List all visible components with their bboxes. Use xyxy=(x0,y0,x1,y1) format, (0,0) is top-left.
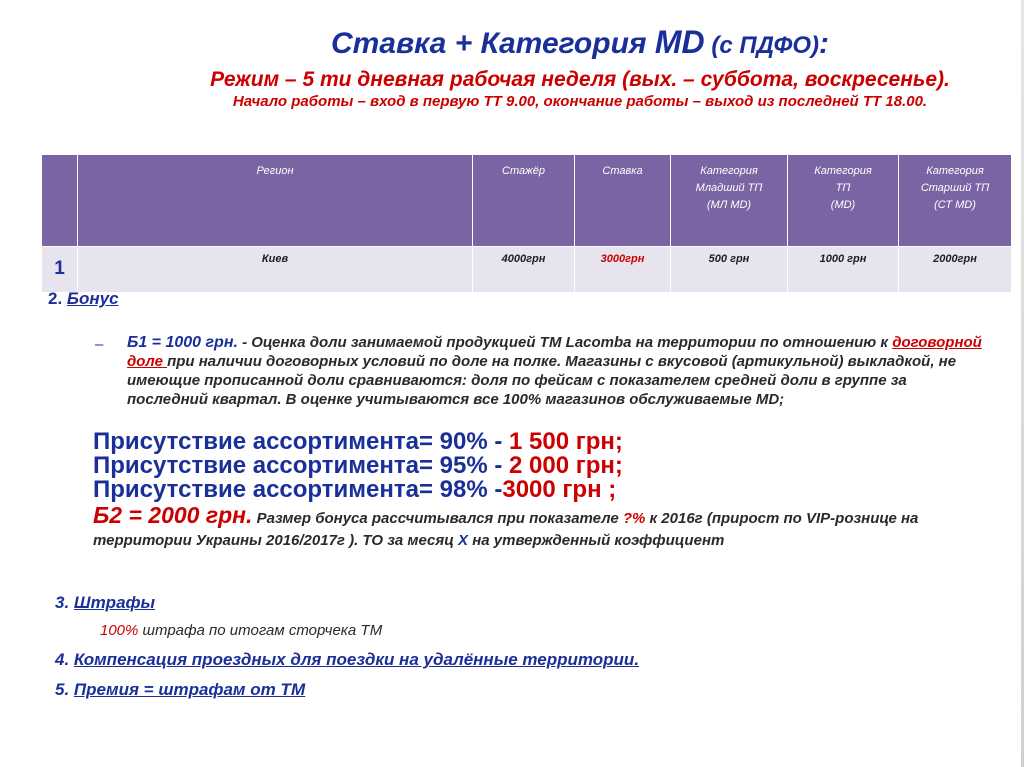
bonus-b2 xyxy=(93,504,983,552)
header-junior-l2: Младший ТП xyxy=(695,182,763,194)
header-num xyxy=(42,155,78,247)
section-premium xyxy=(55,680,305,700)
section-bonus-title[interactable]: Бонус xyxy=(66,289,119,308)
section-fines-num: 3. xyxy=(55,593,70,612)
fines-text: штрафа по итогам сторчека ТМ xyxy=(138,622,383,639)
b2-text-2: к 2016г (прирост по VIP-рознице на территории Украины 2016/2017г ). ТО за месяц xyxy=(93,510,919,549)
title-md: MD xyxy=(654,24,705,60)
presence-amount: 3000 грн ; xyxy=(502,476,617,503)
header-senior-category xyxy=(899,155,1012,247)
section-fines-title[interactable]: Штрафы xyxy=(73,593,156,612)
work-schedule: Режим – 5 ти дневная рабочая неделя (вых. – суббота, воскресенье). xyxy=(210,68,950,91)
b2-head: Б2 = 2000 грн. xyxy=(93,502,253,528)
bonus-b1 xyxy=(127,333,987,409)
fines-percent: 100% xyxy=(100,622,139,639)
header-junior-category xyxy=(671,155,788,247)
page-title xyxy=(150,24,1010,64)
presence-label: Присутствие ассортимента= 90% - xyxy=(93,428,510,455)
table-row xyxy=(42,247,1012,293)
b1-text-1: - Оценка доли занимаемой продукцией ТМ Lacomba на территории по отношению к xyxy=(237,334,893,351)
presence-label: Присутствие ассортимента= 98% - xyxy=(93,476,503,503)
cell-junior: 500 грн xyxy=(671,247,788,293)
section-premium-title[interactable]: Премия = штрафам от ТМ xyxy=(73,680,306,699)
presence-list xyxy=(93,430,623,502)
cell-rate: 3000грн xyxy=(575,247,671,293)
fines-detail xyxy=(100,622,382,639)
header-senior-l1: Категория xyxy=(926,165,984,177)
cell-trainee: 4000грн xyxy=(473,247,575,293)
title-rate-category: Ставка + Категория xyxy=(330,27,655,60)
list-dash: – xyxy=(95,336,104,353)
header-rate: Ставка xyxy=(575,155,671,247)
header-junior-l3: (МЛ MD) xyxy=(706,199,752,211)
header-junior-l1: Категория xyxy=(700,165,758,177)
section-compensation xyxy=(55,650,639,670)
cell-senior: 2000грн xyxy=(899,247,1012,293)
title-block xyxy=(150,24,1010,112)
work-hours: Начало работы – вход в первую ТТ 9.00, окончание работы – выход из последней ТТ 18.00. xyxy=(232,93,928,110)
title-pdfo: (с ПДФО) xyxy=(704,32,820,59)
presence-item xyxy=(93,478,623,502)
b1-contract-share-link[interactable]: договорной доле xyxy=(127,334,982,370)
header-trainee: Стажёр xyxy=(473,155,575,247)
presence-amount: 1 500 грн; xyxy=(509,428,623,455)
presence-item xyxy=(93,454,623,478)
rates-table xyxy=(41,154,1012,293)
header-region: Регион xyxy=(78,155,473,247)
b2-text-1: Размер бонуса рассчитывался при показателе xyxy=(252,510,623,527)
presence-amount: 2 000 грн; xyxy=(509,452,623,479)
presence-item xyxy=(93,430,623,454)
b2-percent: ?% xyxy=(622,510,646,527)
header-senior-l2: Старший ТП xyxy=(920,182,990,194)
section-fines xyxy=(55,593,155,613)
section-bonus-num: 2. xyxy=(48,289,63,308)
header-senior-l3: (СТ MD) xyxy=(934,199,976,211)
header-tp-l1: Категория xyxy=(814,165,872,177)
section-compensation-title[interactable]: Компенсация проездных для поездки на удалённые территории. xyxy=(73,650,640,669)
presence-label: Присутствие ассортимента= 95% - xyxy=(93,452,510,479)
b1-head: Б1 = 1000 грн. xyxy=(127,334,238,351)
table-header-row xyxy=(42,155,1012,247)
b2-text-3: на утвержденный коэффициент xyxy=(468,532,725,549)
b1-text-2: при наличии договорных условий по доле на полке. Магазины с вкусовой (артикульной) выкладкой, не имеющие прописанной доли сравниваются: доля по фейсам с показателем средней доли в группе за последний квартал. В оценке учитываются все 100% магазинов обслуживаемые MD; xyxy=(127,353,957,408)
b2-x: Х xyxy=(458,532,469,549)
section-bonus xyxy=(48,289,119,309)
title-colon: : xyxy=(819,27,830,60)
section-compensation-num: 4. xyxy=(55,650,70,669)
header-tp-l2: ТП xyxy=(835,182,851,194)
header-tp-category xyxy=(788,155,899,247)
header-tp-l3: (MD) xyxy=(830,199,856,211)
row-number: 1 xyxy=(42,247,78,293)
cell-region: Киев xyxy=(78,247,473,293)
cell-tp: 1000 грн xyxy=(788,247,899,293)
section-premium-num: 5. xyxy=(55,680,70,699)
